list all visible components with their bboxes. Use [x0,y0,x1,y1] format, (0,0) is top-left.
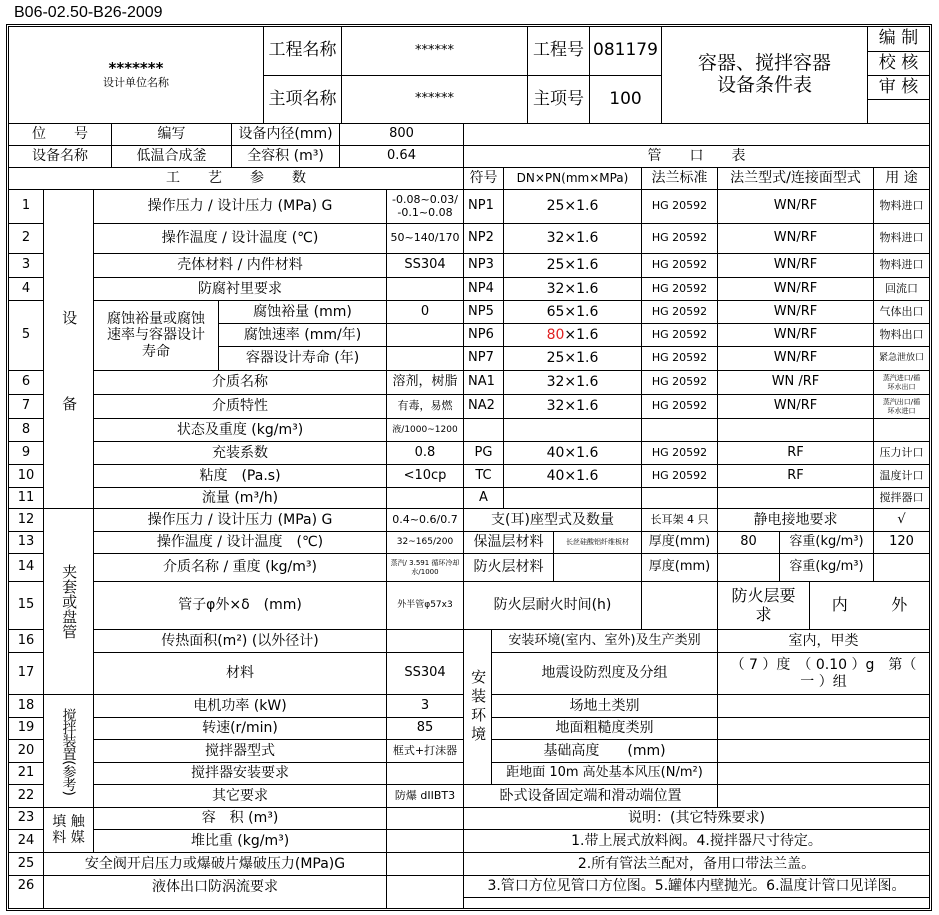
group-jacket-label: 夹套或盘管 [60,564,79,639]
nozzle-purpose: 回流口 [873,277,929,300]
row-no: 8 [9,418,43,441]
notes-blank [463,897,929,908]
inner-diameter-value: 800 [339,123,463,145]
nozzle-standard: HG 20592 [641,323,717,346]
notes-title: 说明：(其它特殊要求) [463,807,929,829]
nozzle-symbol: NP3 [463,253,503,277]
nozzle-dn-pn: 25 ×1.6 [503,189,641,223]
param-value: <10cp [386,464,463,487]
tag-label: 位 号 [32,125,88,142]
nozzle-standard: HG 20592 [641,394,717,418]
param-value: 溶剂，树脂 [386,370,463,394]
nozzle-symbol: TC [463,464,503,487]
row-no: 23 [9,807,43,829]
sheet-title-line2: 设备条件表 [716,74,812,96]
row-no: 18 [9,694,43,717]
nozzle-dn-pn [503,418,641,441]
nozzle-dn-pn: 40 ×1.6 [503,464,641,487]
nozzle-symbol: NP2 [463,223,503,253]
nozzle-symbol: NP5 [463,300,503,323]
fire-time-value [641,581,717,629]
col-purpose: 用 途 [873,167,929,189]
install-label: 基础高度 (mm) [491,739,717,762]
param-label: 防腐衬里要求 [93,277,386,300]
nozzle-table-title: 管 口 表 [463,145,929,167]
row-no: 24 [9,829,43,852]
nozzle-symbol: A [463,487,503,508]
project-name-label: 工程名称 [263,27,341,75]
static-ground-value: √ [873,508,929,531]
param-label: 传热面积(m²) (以外径计) [93,629,386,652]
param-value: 50~140/170 [386,223,463,253]
info-blank [463,123,929,145]
install-value: 室内，甲类 [717,629,929,652]
project-no-label: 工程号 [527,27,589,75]
param-label: 堆比重 (kg/m³) [93,829,386,852]
param-value: 85 [386,717,463,739]
nozzle-purpose: 紧急泄放口 [873,346,929,370]
param-label: 转速(r/min) [93,717,386,739]
inner-diameter-label: 设备内径(mm) [231,123,339,145]
nozzle-standard: HG 20592 [641,370,717,394]
nozzle-flange-type: WN/RF [717,223,873,253]
nozzle-dn-pn: 80 ×1.6 [503,323,641,346]
nozzle-dn-pn: 32 ×1.6 [503,394,641,418]
param-value [386,487,463,508]
row-no: 14 [9,553,43,581]
row-no: 17 [9,652,43,694]
param-label: 壳体材料 / 内件材料 [93,253,386,277]
col-symbol: 符号 [463,167,503,189]
group-agitator-label: 搅拌装置(参考) [60,707,77,795]
nozzle-standard: HG 20592 [641,464,717,487]
nozzle-symbol: NP7 [463,346,503,370]
group-jacket [43,508,93,694]
row-no: 20 [9,739,43,762]
param-label: 介质名称 / 重度 (kg/m³) [93,553,386,581]
project-name-value: ****** [341,27,527,75]
param-label: 搅拌器安装要求 [93,762,386,784]
param-label: 腐蚀裕量 (mm) [218,300,386,323]
row-no: 26 [9,875,43,908]
nozzle-purpose: 物料进口 [873,189,929,223]
row-no: 15 [9,581,43,629]
sheet-title-line1: 容器、搅拌容器 [697,52,831,75]
nozzle-standard: HG 20592 [641,223,717,253]
install-label: 距地面 10m 高处基本风压(N/m²) [491,762,717,784]
param-value [386,875,463,908]
row-no: 5 [9,300,43,370]
param-label: 介质名称 [93,370,386,394]
fire-req-label: 防火层要求 [717,581,809,629]
note-line: 3.管口方位见管口方位图。5.罐体内壁抛光。6.温度计管口见详图。 [463,875,929,897]
row-no: 13 [9,531,43,553]
row-no: 21 [9,762,43,784]
param-label: 液体出口防涡流要求 [43,875,386,908]
nozzle-symbol [463,418,503,441]
subitem-name-label: 主项名称 [263,75,341,123]
param-value: SS304 [386,253,463,277]
param-label: 流量 (m³/h) [93,487,386,508]
param-value [386,829,463,852]
sign-checked: 校 核 [867,51,929,75]
subitem-name-value: ****** [341,75,527,123]
param-label: 介质特性 [93,394,386,418]
param-value: 3 [386,694,463,717]
nozzle-flange-type: WN/RF [717,323,873,346]
nozzle-flange-type: WN/RF [717,346,873,370]
nozzle-flange-type: WN/RF [717,394,873,418]
param-label: 操作温度 / 设计温度 (℃) [93,223,386,253]
install-label: 地面粗糙度类别 [491,717,717,739]
volume-label: 全容积 (m³) [231,145,339,167]
param-label: 状态及重度 (kg/m³) [93,418,386,441]
install-value [717,717,929,739]
note-line: 2.所有管法兰配对，备用口带法兰盖。 [463,852,929,875]
nozzle-dn-pn: 40 ×1.6 [503,441,641,464]
param-label: 操作压力 / 设计压力 (MPa) G [93,189,386,223]
design-unit-block [9,27,263,123]
nozzle-flange-type: WN/RF [717,189,873,223]
install-label: 场地土类别 [491,694,717,717]
nozzle-standard: HG 20592 [641,441,717,464]
nozzle-symbol: NA1 [463,370,503,394]
nozzle-flange-type: WN /RF [717,370,873,394]
insulation-thickness: 80 [717,531,779,553]
fire-density-label: 容重(kg/m³) [779,553,873,581]
fire-time-label: 防火层耐火时间(h) [463,581,641,629]
nozzle-purpose: 蒸汽进口/循环水出口 [873,370,929,394]
volume-value: 0.64 [339,145,463,167]
fire-outer: 外 [891,595,908,615]
param-value: 外半管φ57x3 [386,581,463,629]
param-value: 蒸汽/ 3.591 循环冷却水/1000 [386,553,463,581]
param-value: 32~165/200 [386,531,463,553]
tag-value: 编写 [111,123,231,145]
sheet-title [661,27,867,123]
insulation-material: 长丝硅酸铝纤维板材 [553,531,641,553]
group-install [463,629,491,784]
equipment-name-label: 设备名称 [9,145,111,167]
group-install-label: 安装环境 [469,669,488,745]
row-no: 11 [9,487,43,508]
param-value [386,346,463,370]
nozzle-standard [641,487,717,508]
nozzle-flange-type [717,487,873,508]
install-label: 安装环境(室内、室外)及生产类别 [491,629,717,652]
sign-blank [867,99,929,123]
install-value [717,694,929,717]
nozzle-standard: HG 20592 [641,277,717,300]
nozzle-dn-pn [503,487,641,508]
param-label: 容器设计寿命 (年) [218,346,386,370]
sign-reviewed: 审 核 [867,75,929,99]
nozzle-flange-type: WN/RF [717,277,873,300]
nozzle-flange-type: RF [717,441,873,464]
row-no: 2 [9,223,43,253]
param-label: 材料 [93,652,386,694]
nozzle-standard [641,418,717,441]
support-label: 支(耳)座型式及数量 [463,508,641,531]
equipment-name-value: 低温合成釜 [111,145,231,167]
install-value [717,739,929,762]
document-number: B06-02.50-B26-2009 [14,4,163,21]
nozzle-purpose: 物料出口 [873,323,929,346]
row-no: 22 [9,784,43,807]
param-value: 液/1000~1200 [386,418,463,441]
param-label: 操作压力 / 设计压力 (MPa) G [93,508,386,531]
fire-thickness-label: 厚度(mm) [641,553,717,581]
row-no: 12 [9,508,43,531]
param-value [386,629,463,652]
nozzle-symbol: NA2 [463,394,503,418]
nozzle-flange-type: WN/RF [717,300,873,323]
nozzle-standard: HG 20592 [641,189,717,223]
nozzle-flange-type: RF [717,464,873,487]
row-no: 3 [9,253,43,277]
design-unit-label: 设计单位名称 [103,76,169,90]
fire-thickness [717,553,779,581]
param-value [386,852,463,875]
insulation-thickness-label: 厚度(mm) [641,531,717,553]
fire-density [873,553,929,581]
param-value [386,762,463,784]
nozzle-dn-pn: 32 ×1.6 [503,223,641,253]
row-no: 9 [9,441,43,464]
param-label: 管子φ外×δ (mm) [93,581,386,629]
fire-req-options [809,581,929,629]
param-value: 有毒，易燃 [386,394,463,418]
param-value: -0.08~0.03/ -0.1~0.08 [386,189,463,223]
fire-inner: 内 [831,595,848,615]
row-no: 16 [9,629,43,652]
install-label: 地震设防烈度及分组 [491,652,717,694]
nozzle-symbol: NP4 [463,277,503,300]
horizontal-fixed-value [717,784,929,807]
param-value: 0.8 [386,441,463,464]
param-label: 电机功率 (kW) [93,694,386,717]
nozzle-dn-pn: 25 ×1.6 [503,253,641,277]
insulation-density: 120 [873,531,929,553]
nozzle-flange-type: WN/RF [717,253,873,277]
nozzle-purpose: 物料进口 [873,253,929,277]
param-value [386,323,463,346]
nozzle-dn-pn: 65 ×1.6 [503,300,641,323]
group-equipment [43,189,93,508]
param-label: 其它要求 [93,784,386,807]
param-value: SS304 [386,652,463,694]
col-dn-pn: DN×PN(mm×MPa) [503,167,641,189]
row-no: 4 [9,277,43,300]
nozzle-dn-pn: 25 ×1.6 [503,346,641,370]
param-label: 充装系数 [93,441,386,464]
corrosion-group-label: 腐蚀裕量或腐蚀速率与容器设计寿命 [93,300,218,370]
horizontal-fixed-label: 卧式设备固定端和滑动端位置 [463,784,717,807]
row-no: 1 [9,189,43,223]
insulation-density-label: 容重(kg/m³) [779,531,873,553]
nozzle-purpose: 蒸汽出口/循环水进口 [873,394,929,418]
nozzle-dn-pn: 32 ×1.6 [503,370,641,394]
param-value: 框式+打沫器 [386,739,463,762]
equipment-condition-sheet [6,24,932,911]
nozzle-symbol: NP6 [463,323,503,346]
install-value [717,762,929,784]
install-value: （ 7 ）度 （ 0.10 ）g 第（ 一 ）组 [717,652,929,694]
group-equipment-label: 设 备 [60,310,79,439]
insulation-label: 保温层材料 [463,531,553,553]
static-ground-label: 静电接地要求 [717,508,873,531]
group-agitator [43,694,93,807]
nozzle-standard: HG 20592 [641,253,717,277]
highlighted-dn: 80 [546,326,565,343]
row-no: 25 [9,852,43,875]
param-label: 容 积 (m³) [93,807,386,829]
nozzle-standard: HG 20592 [641,346,717,370]
row-no: 10 [9,464,43,487]
subitem-no-label: 主项号 [527,75,589,123]
nozzle-purpose: 压力计口 [873,441,929,464]
nozzle-symbol: NP1 [463,189,503,223]
param-label: 操作温度 / 设计温度 (℃) [93,531,386,553]
fire-layer-label: 防火层材料 [463,553,553,581]
col-flange-type: 法兰型式/连接面型式 [717,167,873,189]
support-value: 长耳架 4 只 [641,508,717,531]
note-line: 1.带上展式放料阀。4.搅拌器尺寸待定。 [463,829,929,852]
param-label: 粘度 (Pa.s) [93,464,386,487]
row-no: 7 [9,394,43,418]
nozzle-flange-type [717,418,873,441]
row-no: 6 [9,370,43,394]
nozzle-purpose: 搅拌器口 [873,487,929,508]
nozzle-purpose: 气体出口 [873,300,929,323]
param-label: 搅拌器型式 [93,739,386,762]
nozzle-standard: HG 20592 [641,300,717,323]
nozzle-symbol: PG [463,441,503,464]
row-no: 19 [9,717,43,739]
param-value [386,277,463,300]
nozzle-purpose [873,418,929,441]
project-no-value: 081179 [589,27,661,75]
group-filler-catalyst: 填 触 料 媒 [43,807,93,852]
design-unit-name: ******* [108,59,164,78]
param-value: 防爆 dIIBT3 [386,784,463,807]
param-label: 腐蚀速率 (mm/年) [218,323,386,346]
nozzle-purpose: 温度计口 [873,464,929,487]
subitem-no-value: 100 [589,75,661,123]
param-label: 安全阀开启压力或爆破片爆破压力(MPa)G [43,852,386,875]
param-value [386,807,463,829]
nozzle-purpose: 物料进口 [873,223,929,253]
param-value: 0.4~0.6/0.7 [386,508,463,531]
param-value: 0 [386,300,463,323]
col-flange-standard: 法兰标准 [641,167,717,189]
fire-layer-material [553,553,641,581]
process-params-title: 工 艺 参 数 [9,167,463,189]
nozzle-dn-pn: 32 ×1.6 [503,277,641,300]
sign-prepared: 编 制 [867,27,929,51]
